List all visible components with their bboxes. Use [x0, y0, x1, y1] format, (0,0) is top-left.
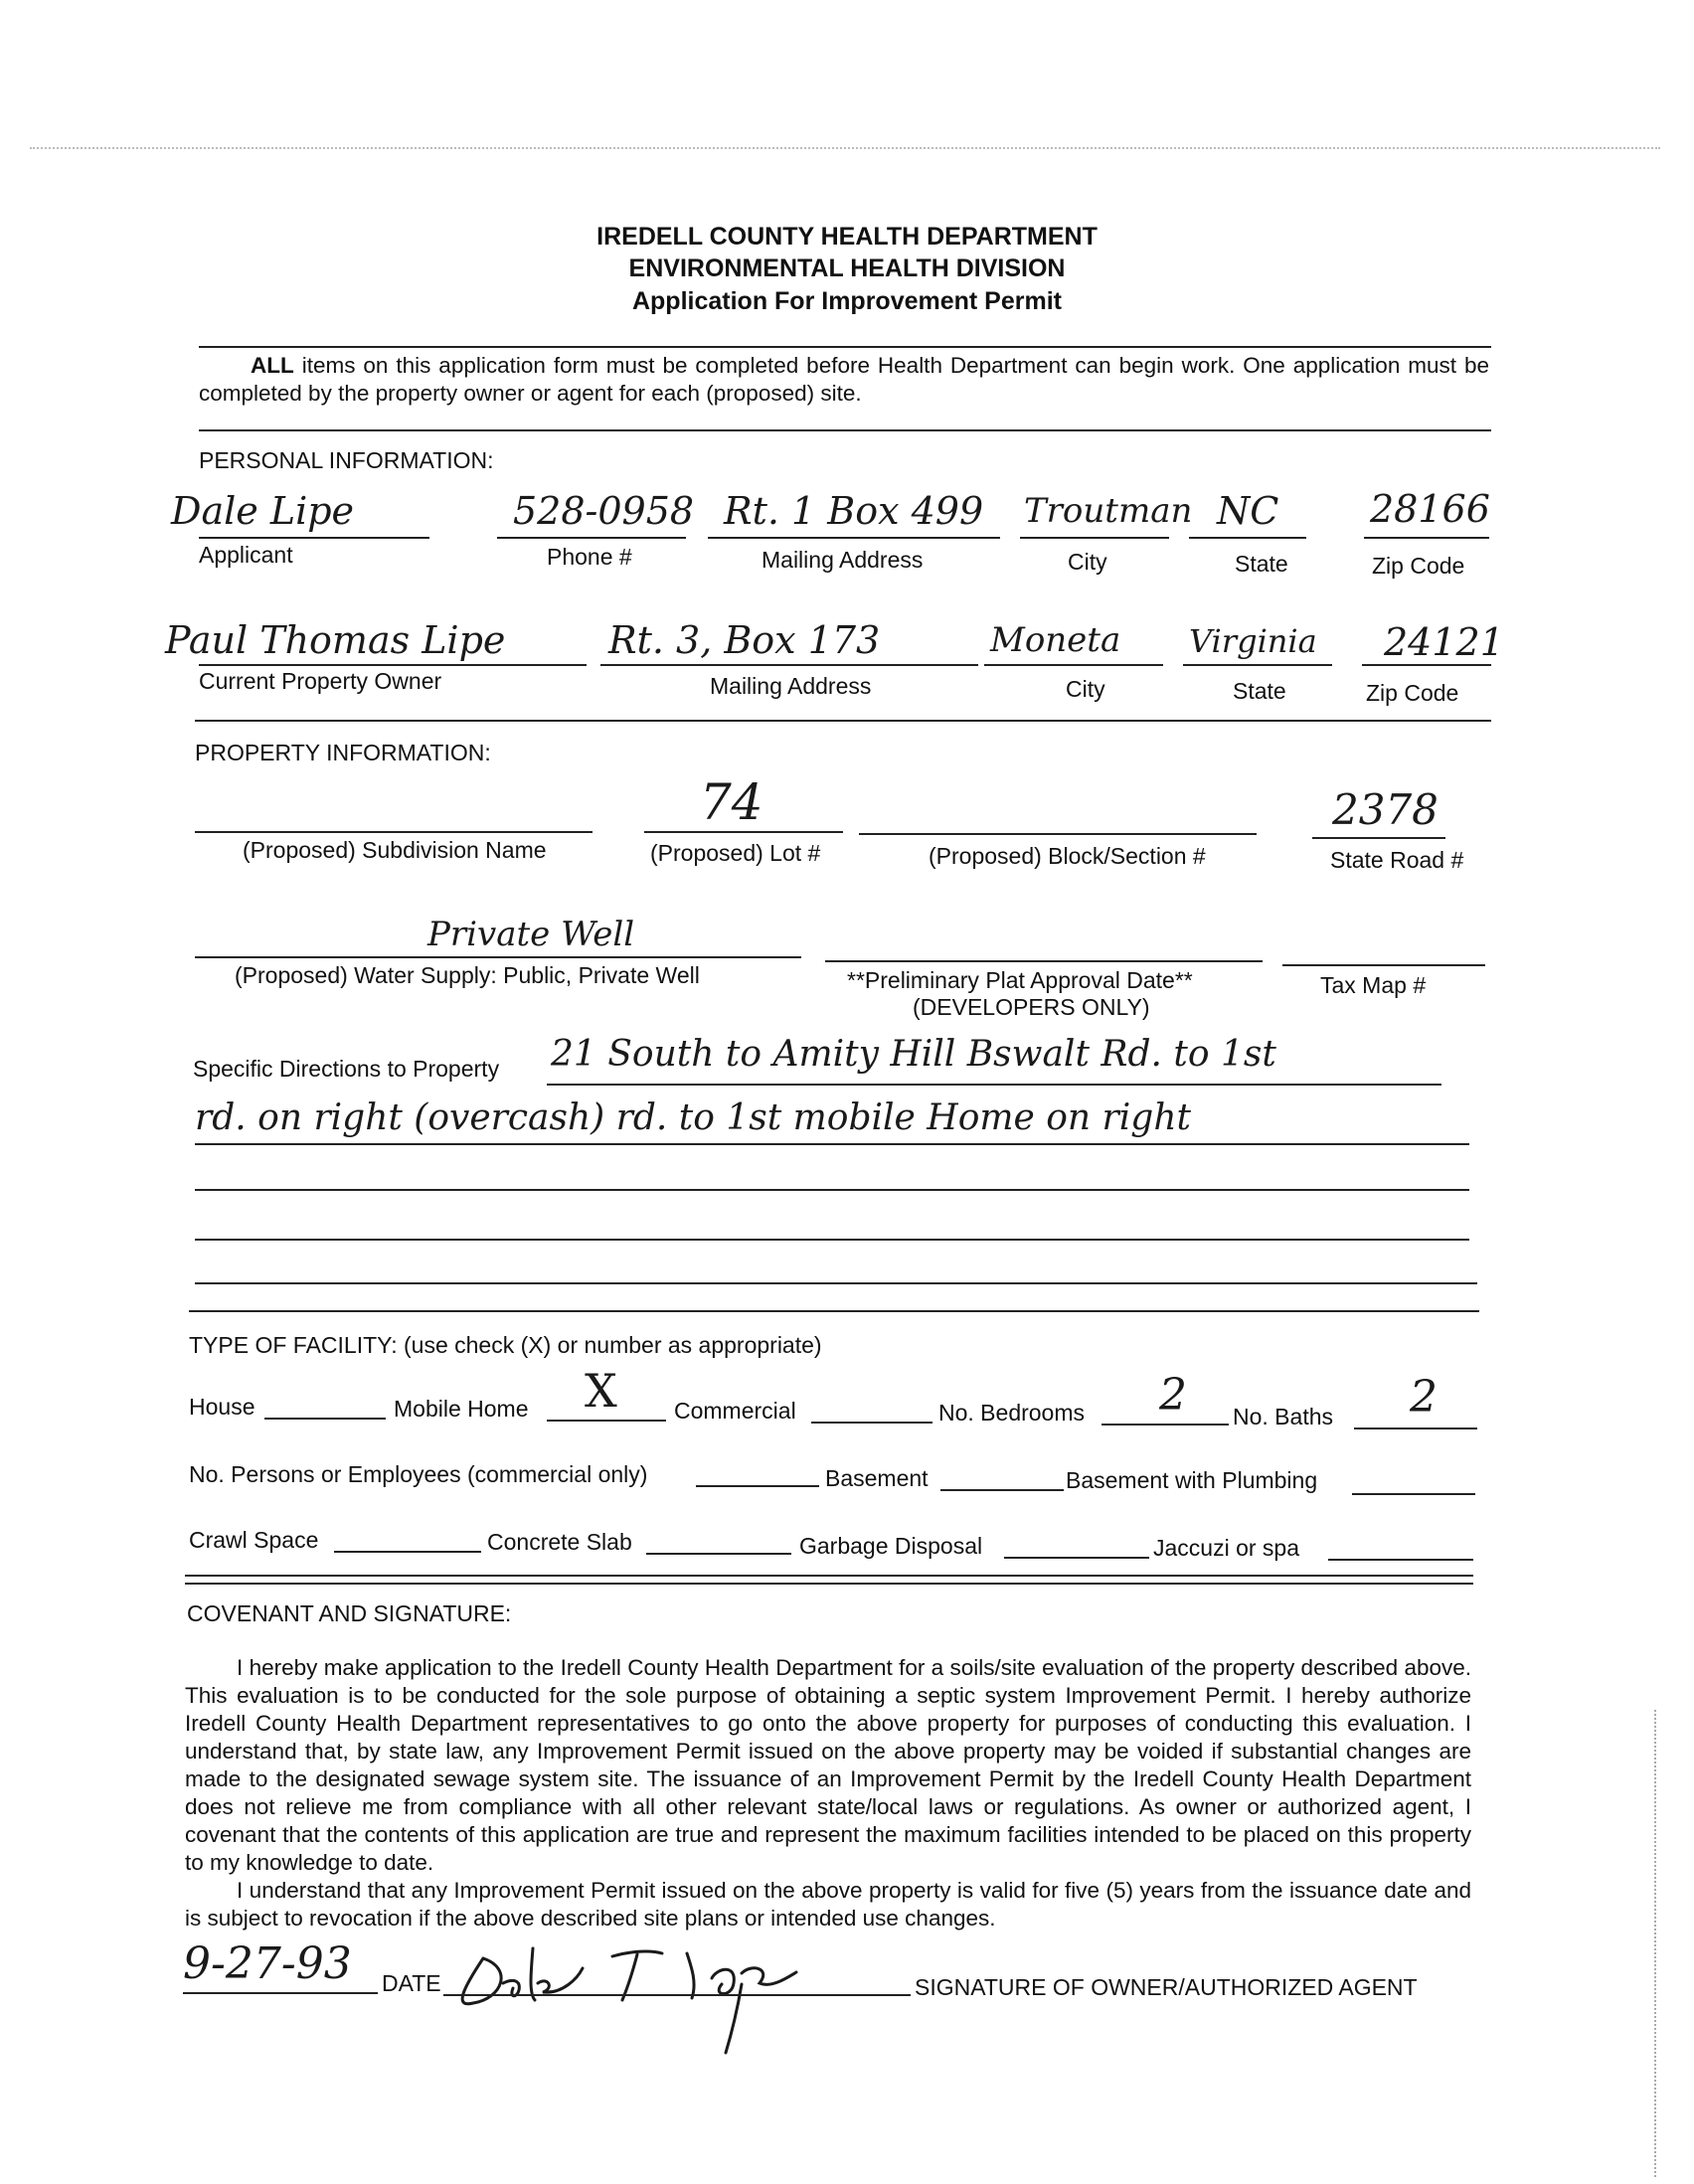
owner-city-label: City [1066, 676, 1105, 702]
owner-zip-label: Zip Code [1366, 680, 1459, 706]
phone-line [497, 537, 686, 539]
baths-label: No. Baths [1233, 1404, 1333, 1429]
owner-mailing-value: Rt. 3, Box 173 [608, 618, 881, 662]
house-line [264, 1418, 386, 1420]
date-line [183, 1992, 378, 1994]
jacuzzi-label: Jaccuzi or spa [1153, 1535, 1300, 1561]
intro-bold: ALL [251, 353, 294, 378]
state-value: NC [1217, 489, 1279, 533]
owner-line [199, 664, 587, 666]
subdivision-label: (Proposed) Subdivision Name [243, 837, 547, 863]
covenant-heading: COVENANT AND SIGNATURE: [187, 1600, 512, 1626]
persons-line [696, 1485, 819, 1487]
directions-line1 [547, 1084, 1441, 1086]
water-line [195, 956, 801, 958]
road-line [1312, 837, 1445, 839]
lot-line [644, 831, 843, 833]
owner-city-line [984, 664, 1163, 666]
personal-heading: PERSONAL INFORMATION: [199, 447, 494, 473]
date-label: DATE [382, 1970, 441, 1996]
intro-body: items on this application form must be completed before Health Department can begin work. One application must be completed by the property owner or agent for each (proposed) site. [199, 353, 1489, 406]
block-label: (Proposed) Block/Section # [929, 843, 1206, 869]
intro-text [199, 352, 1489, 408]
owner-value: Paul Thomas Lipe [165, 618, 506, 662]
bedrooms-value: 2 [1159, 1370, 1187, 1421]
directions-line3 [195, 1189, 1469, 1191]
plat-line [825, 960, 1263, 962]
signature-line [443, 1994, 911, 1996]
applicant-label: Applicant [199, 542, 293, 568]
persons-label: No. Persons or Employees (commercial only) [189, 1461, 648, 1487]
applicant-line [199, 537, 429, 539]
owner-zip-line [1362, 664, 1491, 666]
personal-rule [195, 720, 1491, 722]
zip-label: Zip Code [1372, 553, 1465, 579]
property-rule [189, 1310, 1479, 1312]
scan-artifact-line [30, 147, 1660, 149]
owner-signature [443, 1929, 861, 2058]
property-heading: PROPERTY INFORMATION: [195, 740, 491, 765]
jacuzzi-line [1328, 1559, 1473, 1561]
plat-developers-label: (DEVELOPERS ONLY) [913, 994, 1150, 1020]
commercial-line [811, 1422, 932, 1424]
lot-value: 74 [700, 773, 763, 831]
water-value: Private Well [427, 915, 635, 954]
owner-mailing-label: Mailing Address [710, 673, 872, 699]
facility-heading: TYPE OF FACILITY: (use check (X) or number as appropriate) [189, 1332, 822, 1358]
owner-state-line [1183, 664, 1332, 666]
mailing-value: Rt. 1 Box 499 [724, 489, 984, 533]
owner-zip-value: 24121 [1384, 620, 1504, 664]
owner-label: Current Property Owner [199, 668, 442, 694]
mobile-line [547, 1420, 666, 1422]
baths-line [1354, 1428, 1477, 1429]
directions-line2 [195, 1143, 1469, 1145]
garbage-line [1004, 1557, 1149, 1559]
phone-value: 528-0958 [513, 489, 695, 533]
covenant-paragraph-1: I hereby make application to the Iredell County Health Department for a soils/site evaluation of the property described above. This evaluation is to be conducted for the sole purpose of obtaining a septic system Improvement Permit. I hereby authorize Iredell County Health Department representatives to go onto the above property for purposes of conducting this evaluation. I understand that, by state law, any Improvement Permit issued on the above property may be voided if substantial changes are made to the designated sewage system site. The issuance of an Improvement Permit by the Iredell County Health Department does not relieve me from compliance with all other relevant state/local laws or regulations. As owner or authorized agent, I covenant that the contents of this application are true and represent the maximum facilities intended to be placed on this property to my knowledge to date. [185, 1655, 1471, 1875]
commercial-label: Commercial [674, 1398, 796, 1424]
mailing-label: Mailing Address [762, 547, 924, 573]
baths-value: 2 [1410, 1372, 1438, 1423]
city-label: City [1068, 549, 1107, 575]
zip-value: 28166 [1370, 487, 1490, 531]
form-title: Application For Improvement Permit [631, 287, 1062, 315]
crawl-label: Crawl Space [189, 1527, 319, 1553]
garbage-label: Garbage Disposal [799, 1533, 983, 1559]
directions-label: Specific Directions to Property [193, 1056, 500, 1082]
taxmap-line [1282, 964, 1485, 966]
bedrooms-label: No. Bedrooms [938, 1400, 1086, 1426]
city-line [1020, 537, 1169, 539]
subdivision-line [195, 831, 593, 833]
house-label: House [189, 1394, 255, 1420]
plat-label: **Preliminary Plat Approval Date** [847, 967, 1193, 993]
block-line [859, 833, 1257, 835]
scan-edge-artifact [1654, 1710, 1656, 2177]
taxmap-label: Tax Map # [1320, 972, 1427, 998]
facility-rule-2 [185, 1583, 1473, 1585]
division-title: ENVIRONMENTAL HEALTH DIVISION [628, 254, 1066, 282]
state-line [1189, 537, 1306, 539]
road-value: 2378 [1332, 785, 1439, 834]
owner-state-label: State [1233, 678, 1286, 704]
slab-label: Concrete Slab [487, 1529, 632, 1555]
applicant-value: Dale Lipe [171, 489, 355, 533]
basement-plumb-label: Basement with Plumbing [1066, 1467, 1318, 1493]
basement-line [940, 1489, 1064, 1491]
date-value: 9-27-93 [183, 1938, 352, 1989]
signature-label: SIGNATURE OF OWNER/AUTHORIZED AGENT [915, 1974, 1418, 2000]
zip-line [1364, 537, 1489, 539]
state-label: State [1235, 551, 1288, 577]
intro-rule [199, 429, 1491, 431]
owner-city-value: Moneta [990, 620, 1121, 660]
covenant-paragraph-2: I understand that any Improvement Permit issued on the above property is valid for five (5) years from the issuance date and is subject to revocation if the above described site plans or intended use changes. [185, 1878, 1471, 1931]
owner-state-value: Virginia [1189, 622, 1317, 660]
bedrooms-line [1101, 1424, 1229, 1426]
lot-label: (Proposed) Lot # [650, 840, 821, 866]
department-title: IREDELL COUNTY HEALTH DEPARTMENT [596, 223, 1098, 251]
directions-line1-value: 21 South to Amity Hill Bswalt Rd. to 1st [551, 1034, 1276, 1075]
mobile-label: Mobile Home [394, 1396, 529, 1422]
mailing-line [708, 537, 1000, 539]
directions-line5 [195, 1282, 1477, 1284]
water-label: (Proposed) Water Supply: Public, Private Well [235, 962, 700, 988]
road-label: State Road # [1330, 847, 1464, 873]
city-value: Troutman [1024, 491, 1193, 531]
basement-label: Basement [825, 1465, 929, 1491]
top-rule [199, 346, 1491, 348]
directions-line2-value: rd. on right (overcash) rd. to 1st mobile Home on right [195, 1097, 1191, 1138]
phone-label: Phone # [547, 544, 632, 570]
owner-mailing-line [600, 664, 978, 666]
directions-line4 [195, 1239, 1469, 1241]
slab-line [646, 1553, 791, 1555]
crawl-line [334, 1551, 481, 1553]
facility-rule [185, 1575, 1473, 1577]
basement-plumb-line [1352, 1493, 1475, 1495]
mobile-value: X [585, 1364, 617, 1418]
